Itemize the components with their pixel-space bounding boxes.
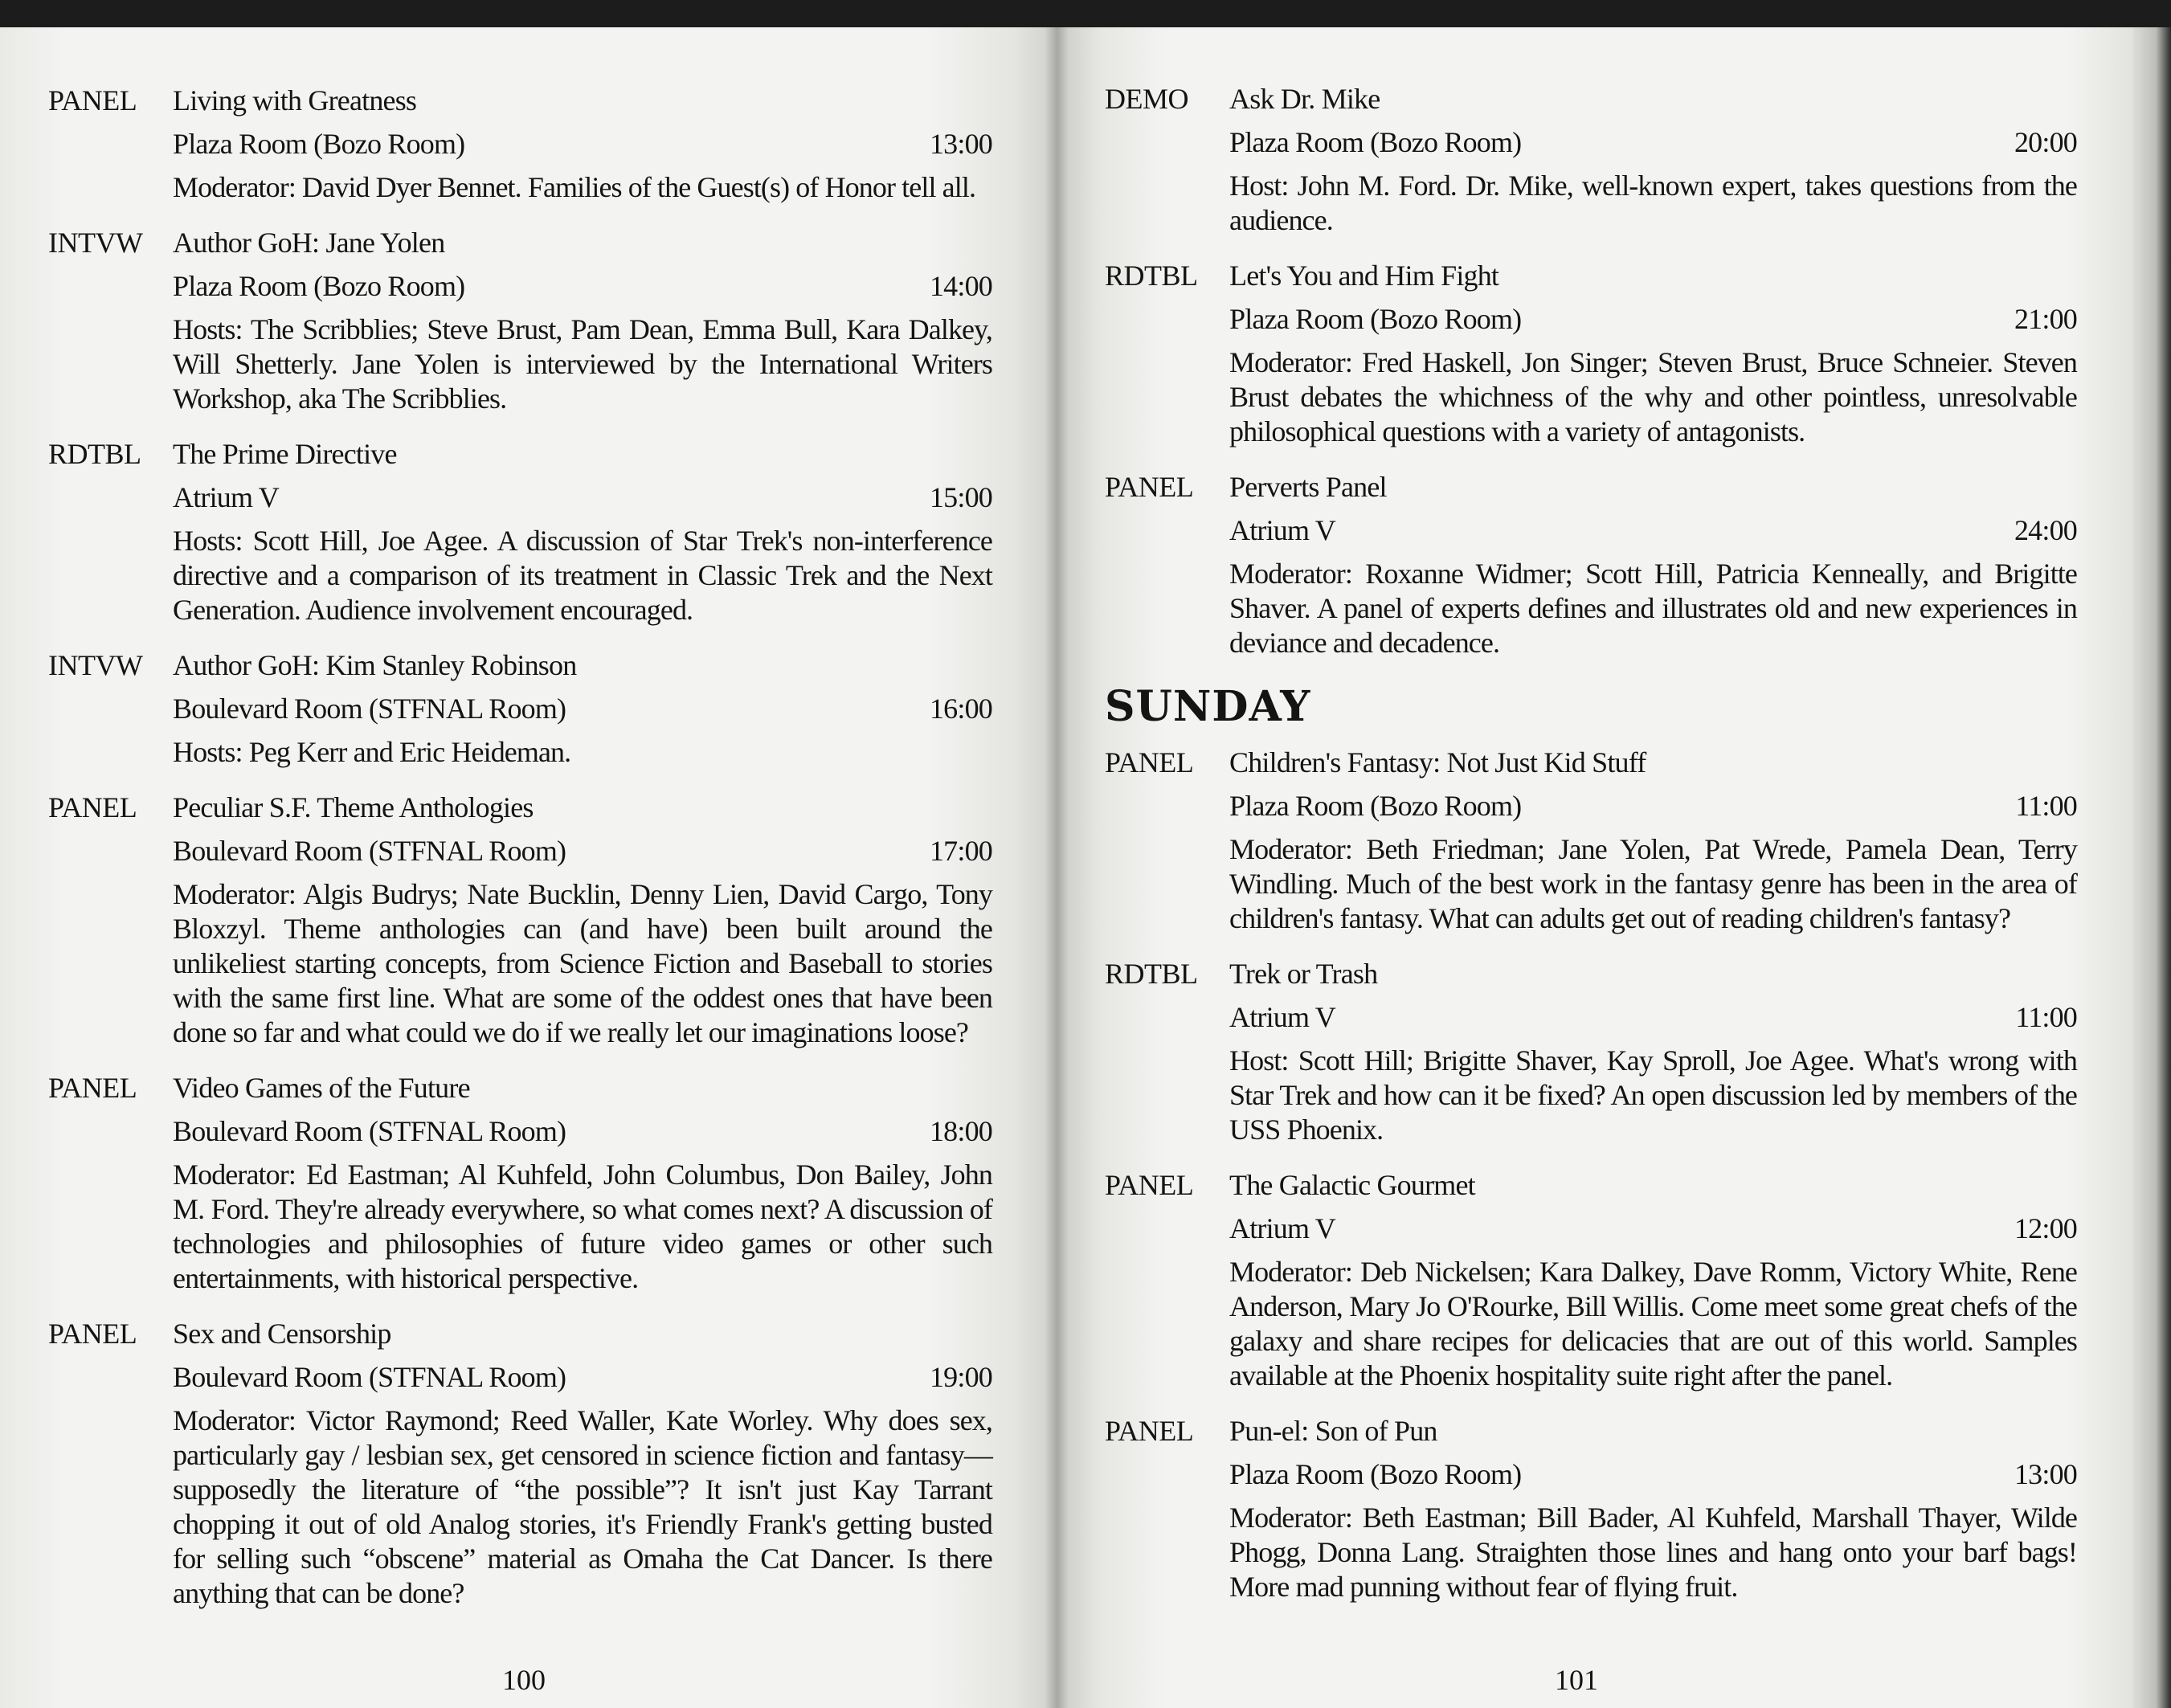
entry-description: Hosts: The Scribblies; Steve Brust, Pam Dean, Emma Bull, Kara Dalkey, Will Shetterly. Jane Yolen is interviewed by the International Writers Workshop, aka The Scribblies. bbox=[173, 313, 992, 415]
program-entry bbox=[1105, 952, 2077, 1147]
entry-type: PANEL bbox=[48, 791, 137, 823]
entry-body bbox=[1229, 784, 2077, 936]
entry-title: Pun-el: Son of Pun bbox=[1229, 1415, 1437, 1447]
program-entry bbox=[1105, 1163, 2077, 1393]
entry-description: Moderator: Beth Eastman; Bill Bader, Al Kuhfeld, Marshall Thayer, Wilde Phogg, Donna Lang. Straighten those lines and hang onto your barf bags! More mad punning without fear of flying fruit. bbox=[1229, 1502, 2077, 1603]
entry-description: Hosts: Peg Kerr and Eric Heideman. bbox=[173, 736, 571, 768]
entry-description: Moderator: Victor Raymond; Reed Waller, Kate Worley. Why does sex, particularly gay / lesbian sex, get censored in science fiction and fantasy—supposedly the literature of “the possible”? It isn't just Kay Tarrant chopping it out of old Analog stories, it's Friendly Frank's getting busted for selling such “obscene” material as Omaha the Cat Dancer. Is there anything that can be done? bbox=[173, 1404, 992, 1609]
entry-title: The Galactic Gourmet bbox=[1229, 1169, 1475, 1201]
entry-type: INTVW bbox=[48, 649, 143, 681]
entry-body bbox=[1229, 509, 2077, 660]
entry-location-row bbox=[1229, 1453, 2077, 1496]
entry-location-row bbox=[1229, 784, 2077, 827]
page-edge bbox=[2133, 27, 2171, 1708]
program-entry bbox=[1105, 254, 2077, 449]
entry-location: Plaza Room (Bozo Room) bbox=[173, 270, 465, 302]
entry-description: Moderator: Ed Eastman; Al Kuhfeld, John Columbus, Don Bailey, John M. Ford. They're already everywhere, so what comes next? A discussion of technologies and philosophies of future video games or other such entertainments, with historical perspective. bbox=[173, 1158, 992, 1294]
entry-location: Plaza Room (Bozo Room) bbox=[1229, 1458, 1522, 1490]
entry-description: Moderator: Deb Nickelsen; Kara Dalkey, Dave Romm, Victory White, Rene Anderson, Mary Jo O'Rourke, Bill Willis. Come meet some great chefs of the galaxy and share recipes for delicacies that are out of this world. Samples available at the Phoenix hospitality suite right after the panel. bbox=[1229, 1256, 2077, 1391]
entry-location: Atrium V bbox=[173, 481, 279, 513]
entry-type: PANEL bbox=[1105, 1415, 1194, 1447]
entry-body bbox=[173, 829, 992, 1050]
entry-title: Let's You and Him Fight bbox=[1229, 259, 1499, 292]
program-entry bbox=[48, 432, 992, 627]
entry-title: The Prime Directive bbox=[173, 438, 397, 470]
entry-header bbox=[48, 1312, 992, 1355]
right-page-number: 101 bbox=[1555, 1664, 1598, 1696]
sunday-entries bbox=[1105, 741, 2077, 1604]
entry-body bbox=[1229, 1207, 2077, 1393]
entry-body bbox=[173, 1109, 992, 1296]
entry-body bbox=[173, 1355, 992, 1611]
entry-body bbox=[1229, 995, 2077, 1147]
left-page-content bbox=[48, 79, 992, 1627]
entry-title: Video Games of the Future bbox=[173, 1072, 470, 1104]
entry-location: Boulevard Room (STFNAL Room) bbox=[173, 1361, 566, 1393]
right-page bbox=[1057, 27, 2133, 1708]
entry-description: Moderator: Roxanne Widmer; Scott Hill, Patricia Kenneally, and Brigitte Shaver. A panel of experts defines and illustrates old and new experiences in deviance and decadence. bbox=[1229, 558, 2077, 659]
entry-time: 15:00 bbox=[929, 481, 992, 513]
entry-description: Moderator: Algis Budrys; Nate Bucklin, Denny Lien, David Cargo, Tony Bloxzyl. Theme anthologies can (and have) been built around the unlikeliest starting concepts, from Science Fiction and Baseball to stories with the same first line. What are some of the oddest ones that have been done so far and what could we do if we really let our imaginations loose? bbox=[173, 878, 992, 1048]
entry-location: Plaza Room (Bozo Room) bbox=[1229, 303, 1522, 335]
entry-header bbox=[1105, 465, 2077, 509]
entry-location-row bbox=[1229, 121, 2077, 164]
entry-header bbox=[48, 432, 992, 476]
entry-type: PANEL bbox=[48, 1072, 137, 1104]
entry-time: 13:00 bbox=[929, 128, 992, 160]
entry-header bbox=[1105, 77, 2077, 121]
entry-title: Author GoH: Kim Stanley Robinson bbox=[173, 649, 577, 681]
entry-description: Moderator: David Dyer Bennet. Families of the Guest(s) of Honor tell all. bbox=[173, 171, 976, 203]
program-entry bbox=[48, 1066, 992, 1296]
entry-location-row bbox=[173, 687, 992, 730]
entry-location-row bbox=[1229, 1207, 2077, 1250]
entry-header bbox=[1105, 952, 2077, 995]
entry-time: 20:00 bbox=[2014, 126, 2077, 158]
entry-title: Ask Dr. Mike bbox=[1229, 83, 1380, 115]
entry-location: Boulevard Room (STFNAL Room) bbox=[173, 693, 566, 725]
entry-location-row bbox=[173, 1355, 992, 1399]
entry-header bbox=[1105, 1163, 2077, 1207]
entry-header bbox=[48, 1066, 992, 1109]
entry-type: RDTBL bbox=[1105, 259, 1198, 292]
entry-body bbox=[1229, 1453, 2077, 1604]
entry-type: INTVW bbox=[48, 227, 143, 259]
entry-location: Plaza Room (Bozo Room) bbox=[173, 128, 465, 160]
entry-body bbox=[1229, 121, 2077, 238]
entry-description: Moderator: Fred Haskell, Jon Singer; Steven Brust, Bruce Schneier. Steven Brust debates the whichness of the why and other pointless, unresolvable philosophical questions with a variety of antagonists. bbox=[1229, 346, 2077, 447]
entry-type: RDTBL bbox=[48, 438, 141, 470]
entry-description: Hosts: Scott Hill, Joe Agee. A discussion of Star Trek's non-interference directive and a comparison of its treatment in Classic Trek and the Next Generation. Audience involvement encouraged. bbox=[173, 525, 992, 626]
entry-title: Perverts Panel bbox=[1229, 471, 1387, 503]
entry-body bbox=[173, 687, 992, 770]
entry-body bbox=[1229, 297, 2077, 449]
program-entry bbox=[1105, 465, 2077, 660]
book-gutter bbox=[1045, 27, 1069, 1708]
entry-body bbox=[173, 122, 992, 205]
day-heading-sunday: SUNDAY bbox=[1105, 682, 1311, 731]
entry-time: 18:00 bbox=[929, 1115, 992, 1147]
left-page-number: 100 bbox=[502, 1664, 546, 1696]
entry-header bbox=[48, 79, 992, 122]
program-entry bbox=[48, 1312, 992, 1611]
entry-location: Atrium V bbox=[1229, 1212, 1335, 1244]
entry-time: 11:00 bbox=[2015, 790, 2077, 822]
entry-body bbox=[173, 264, 992, 416]
entry-title: Trek or Trash bbox=[1229, 958, 1378, 990]
entry-title: Sex and Censorship bbox=[173, 1318, 391, 1350]
entry-location-row bbox=[173, 264, 992, 308]
entry-description: Host: Scott Hill; Brigitte Shaver, Kay Sproll, Joe Agee. What's wrong with Star Trek and how can it be fixed? An open discussion led by members of the USS Phoenix. bbox=[1229, 1044, 2077, 1146]
entry-time: 21:00 bbox=[2014, 303, 2077, 335]
entry-location-row bbox=[173, 122, 992, 165]
entry-location: Atrium V bbox=[1229, 514, 1335, 546]
program-entry bbox=[48, 79, 992, 205]
entry-location-row bbox=[173, 829, 992, 872]
saturday-entries bbox=[1105, 77, 2077, 660]
entry-location: Boulevard Room (STFNAL Room) bbox=[173, 835, 566, 867]
entry-type: DEMO bbox=[1105, 83, 1188, 115]
entry-time: 19:00 bbox=[929, 1361, 992, 1393]
entry-description: Moderator: Beth Friedman; Jane Yolen, Pat Wrede, Pamela Dean, Terry Windling. Much of the best work in the fantasy genre has been in the area of children's fantasy. What can adults get out of reading children's fantasy? bbox=[1229, 833, 2077, 934]
entry-header bbox=[1105, 254, 2077, 297]
entry-location: Boulevard Room (STFNAL Room) bbox=[173, 1115, 566, 1147]
entry-location-row bbox=[173, 1109, 992, 1153]
entry-location-row bbox=[173, 476, 992, 519]
program-entry bbox=[1105, 77, 2077, 238]
entry-location-row bbox=[1229, 297, 2077, 341]
entry-type: PANEL bbox=[48, 1318, 137, 1350]
left-page bbox=[0, 27, 1057, 1708]
entry-time: 17:00 bbox=[929, 835, 992, 867]
entry-location-row bbox=[1229, 995, 2077, 1039]
entry-location: Plaza Room (Bozo Room) bbox=[1229, 126, 1522, 158]
entry-type: PANEL bbox=[48, 84, 137, 116]
entry-type: PANEL bbox=[1105, 746, 1194, 778]
entry-time: 13:00 bbox=[2014, 1458, 2077, 1490]
entry-time: 24:00 bbox=[2014, 514, 2077, 546]
entry-location: Atrium V bbox=[1229, 1001, 1335, 1033]
entry-location-row bbox=[1229, 509, 2077, 552]
program-entry bbox=[1105, 1409, 2077, 1604]
program-entry bbox=[48, 644, 992, 770]
program-entry bbox=[1105, 741, 2077, 936]
entry-title: Living with Greatness bbox=[173, 84, 417, 116]
entry-type: RDTBL bbox=[1105, 958, 1198, 990]
entry-location: Plaza Room (Bozo Room) bbox=[1229, 790, 1522, 822]
entry-header bbox=[48, 644, 992, 687]
entry-time: 14:00 bbox=[929, 270, 992, 302]
entry-type: PANEL bbox=[1105, 1169, 1194, 1201]
entry-title: Author GoH: Jane Yolen bbox=[173, 227, 445, 259]
entry-header bbox=[48, 221, 992, 264]
entry-title: Peculiar S.F. Theme Anthologies bbox=[173, 791, 534, 823]
entry-header bbox=[1105, 741, 2077, 784]
entry-type: PANEL bbox=[1105, 471, 1194, 503]
entry-body bbox=[173, 476, 992, 627]
program-entry bbox=[48, 786, 992, 1050]
entry-title: Children's Fantasy: Not Just Kid Stuff bbox=[1229, 746, 1646, 778]
program-entry bbox=[48, 221, 992, 416]
entry-description: Host: John M. Ford. Dr. Mike, well-known expert, takes questions from the audience. bbox=[1229, 170, 2077, 236]
entry-time: 16:00 bbox=[929, 693, 992, 725]
right-page-content bbox=[1105, 77, 2077, 1620]
entry-time: 11:00 bbox=[2015, 1001, 2077, 1033]
entry-header bbox=[1105, 1409, 2077, 1453]
entry-header bbox=[48, 786, 992, 829]
entry-time: 12:00 bbox=[2014, 1212, 2077, 1244]
